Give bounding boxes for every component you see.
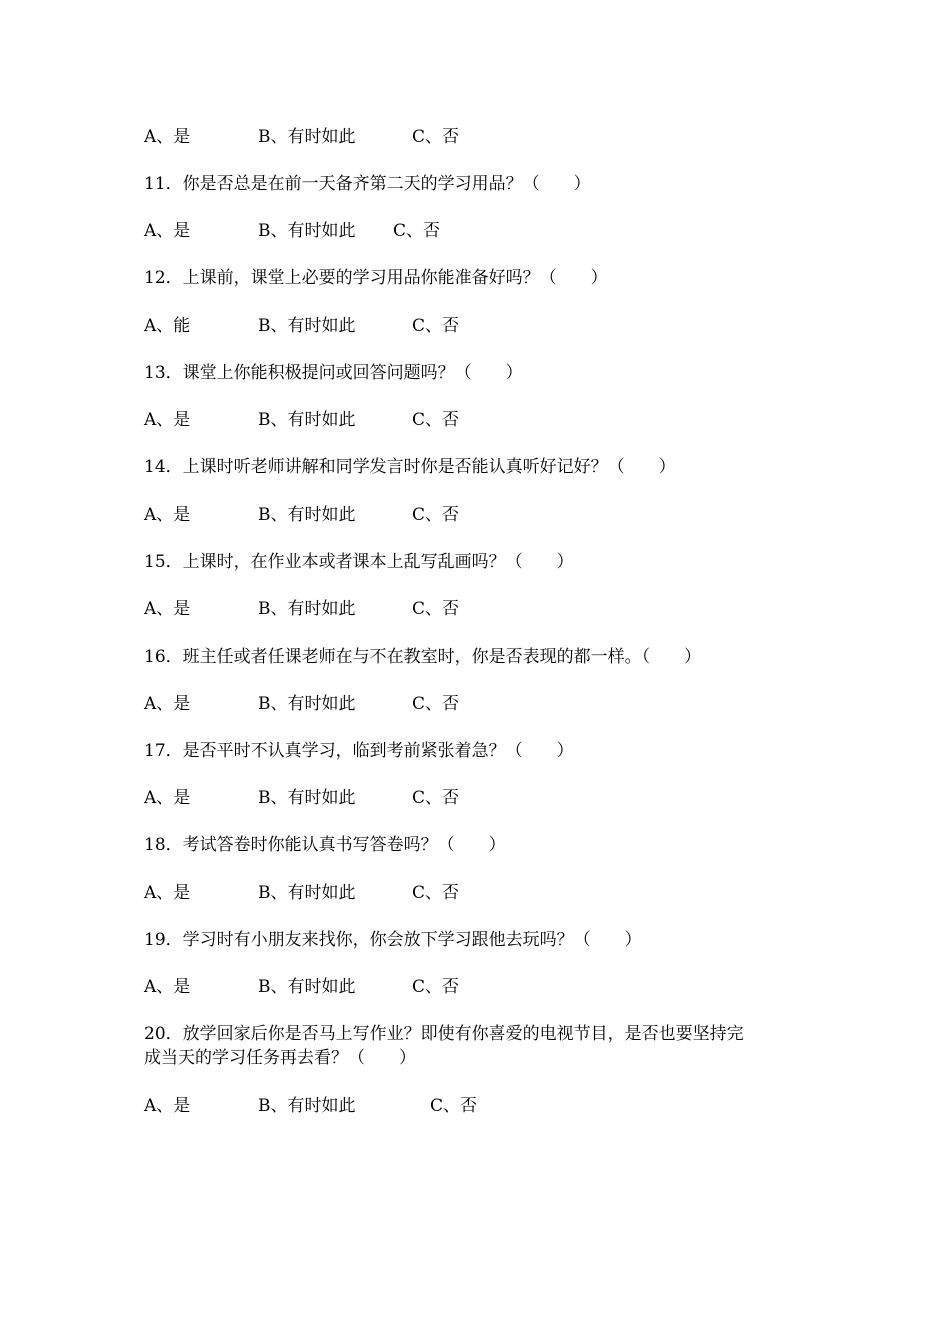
option-c: C、否 bbox=[412, 883, 460, 903]
question-12: 12．上课前，课堂上必要的学习用品你能准备好吗？（ ） bbox=[144, 268, 608, 288]
option-a: A、是 bbox=[144, 221, 191, 241]
option-a: A、是 bbox=[144, 505, 191, 525]
option-a: A、是 bbox=[144, 1096, 191, 1116]
option-a: A、是 bbox=[144, 410, 191, 430]
option-b: B、有时如此 bbox=[258, 694, 356, 714]
option-b: B、有时如此 bbox=[258, 1096, 356, 1116]
option-a: A、是 bbox=[144, 883, 191, 903]
question-13: 13．课堂上你能积极提问或回答问题吗？（ ） bbox=[144, 363, 523, 383]
option-b: B、有时如此 bbox=[258, 977, 356, 997]
option-c: C、否 bbox=[430, 1096, 478, 1116]
option-b: B、有时如此 bbox=[258, 410, 356, 430]
option-c: C、否 bbox=[393, 221, 441, 241]
option-b: B、有时如此 bbox=[258, 505, 356, 525]
option-c: C、否 bbox=[412, 788, 460, 808]
option-a: A、能 bbox=[144, 316, 191, 336]
question-20-line-2: 成当天的学习任务再去看？（ ） bbox=[144, 1048, 416, 1068]
option-b: B、有时如此 bbox=[258, 316, 356, 336]
option-c: C、否 bbox=[412, 316, 460, 336]
option-c: C、否 bbox=[412, 977, 460, 997]
question-16: 16．班主任或者任课老师在与不在教室时，你是否表现的都一样。（ ） bbox=[144, 647, 702, 667]
option-a: A、是 bbox=[144, 599, 191, 619]
option-a: A、是 bbox=[144, 694, 191, 714]
option-b: B、有时如此 bbox=[258, 221, 356, 241]
option-b: B、有时如此 bbox=[258, 788, 356, 808]
option-a: A、是 bbox=[144, 788, 191, 808]
option-c: C、否 bbox=[412, 127, 460, 147]
option-c: C、否 bbox=[412, 694, 460, 714]
option-b: B、有时如此 bbox=[258, 883, 356, 903]
option-c: C、否 bbox=[412, 505, 460, 525]
question-14: 14．上课时听老师讲解和同学发言时你是否能认真听好记好？（ ） bbox=[144, 457, 676, 477]
option-b: B、有时如此 bbox=[258, 599, 356, 619]
option-a: A、是 bbox=[144, 977, 191, 997]
question-18: 18．考试答卷时你能认真书写答卷吗？（ ） bbox=[144, 835, 506, 855]
question-11: 11．你是否总是在前一天备齐第二天的学习用品？（ ） bbox=[144, 174, 591, 194]
option-b: B、有时如此 bbox=[258, 127, 356, 147]
question-17: 17．是否平时不认真学习，临到考前紧张着急？（ ） bbox=[144, 741, 574, 761]
question-15: 15．上课时，在作业本或者课本上乱写乱画吗？（ ） bbox=[144, 552, 574, 572]
question-19: 19．学习时有小朋友来找你，你会放下学习跟他去玩吗？（ ） bbox=[144, 930, 642, 950]
question-20-line-1: 20．放学回家后你是否马上写作业？即使有你喜爱的电视节目，是否也要坚持完 bbox=[144, 1024, 744, 1044]
option-c: C、否 bbox=[412, 599, 460, 619]
option-a: A、是 bbox=[144, 127, 191, 147]
option-c: C、否 bbox=[412, 410, 460, 430]
